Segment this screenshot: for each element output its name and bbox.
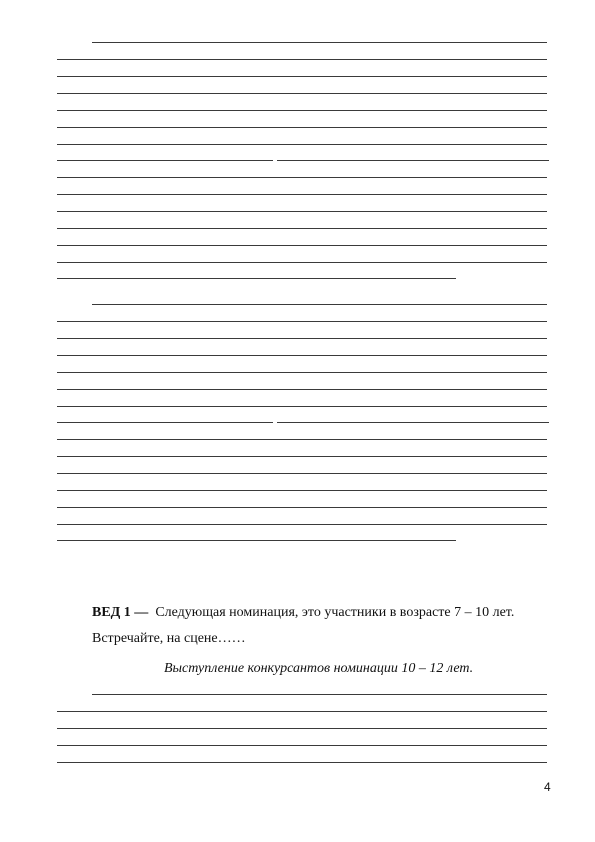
stage-direction: Выступление конкурсантов номинации 10 – 12 лет. (164, 661, 474, 676)
writing-line (57, 93, 547, 94)
writing-line (57, 321, 547, 322)
writing-line (57, 194, 547, 195)
writing-line (57, 262, 547, 263)
writing-line (57, 507, 547, 508)
writing-line (57, 389, 547, 390)
writing-line (57, 228, 547, 229)
writing-line (277, 160, 549, 161)
writing-line (57, 524, 547, 525)
writing-line (57, 144, 547, 145)
writing-line (57, 110, 547, 111)
dialogue-text: Следующая номинация, это участники в возрасте 7 – 10 лет. (155, 605, 515, 620)
writing-line (92, 694, 547, 695)
writing-line (57, 355, 547, 356)
writing-line (57, 76, 547, 77)
writing-line (92, 42, 547, 43)
speaker-label: ВЕД 1 — (92, 605, 149, 620)
writing-line (57, 127, 547, 128)
writing-line (57, 211, 547, 212)
writing-line (57, 160, 273, 161)
dialogue-line-2: Встречайте, на сцене…… (92, 631, 246, 646)
writing-line (57, 422, 273, 423)
writing-line (57, 439, 547, 440)
writing-line (57, 406, 547, 407)
writing-line (57, 490, 547, 491)
writing-line (57, 745, 547, 746)
page-number: 4 (544, 780, 551, 794)
writing-line (57, 177, 547, 178)
writing-line (57, 245, 547, 246)
writing-line (57, 59, 547, 60)
writing-line (57, 456, 547, 457)
writing-line (57, 728, 547, 729)
writing-line (57, 711, 547, 712)
writing-line (92, 304, 547, 305)
writing-line (57, 540, 456, 541)
writing-line (57, 762, 547, 763)
writing-line (277, 422, 549, 423)
dialogue-line-1 (92, 605, 514, 621)
writing-line (57, 372, 547, 373)
writing-line (57, 338, 547, 339)
writing-line (57, 473, 547, 474)
writing-line (57, 278, 456, 279)
